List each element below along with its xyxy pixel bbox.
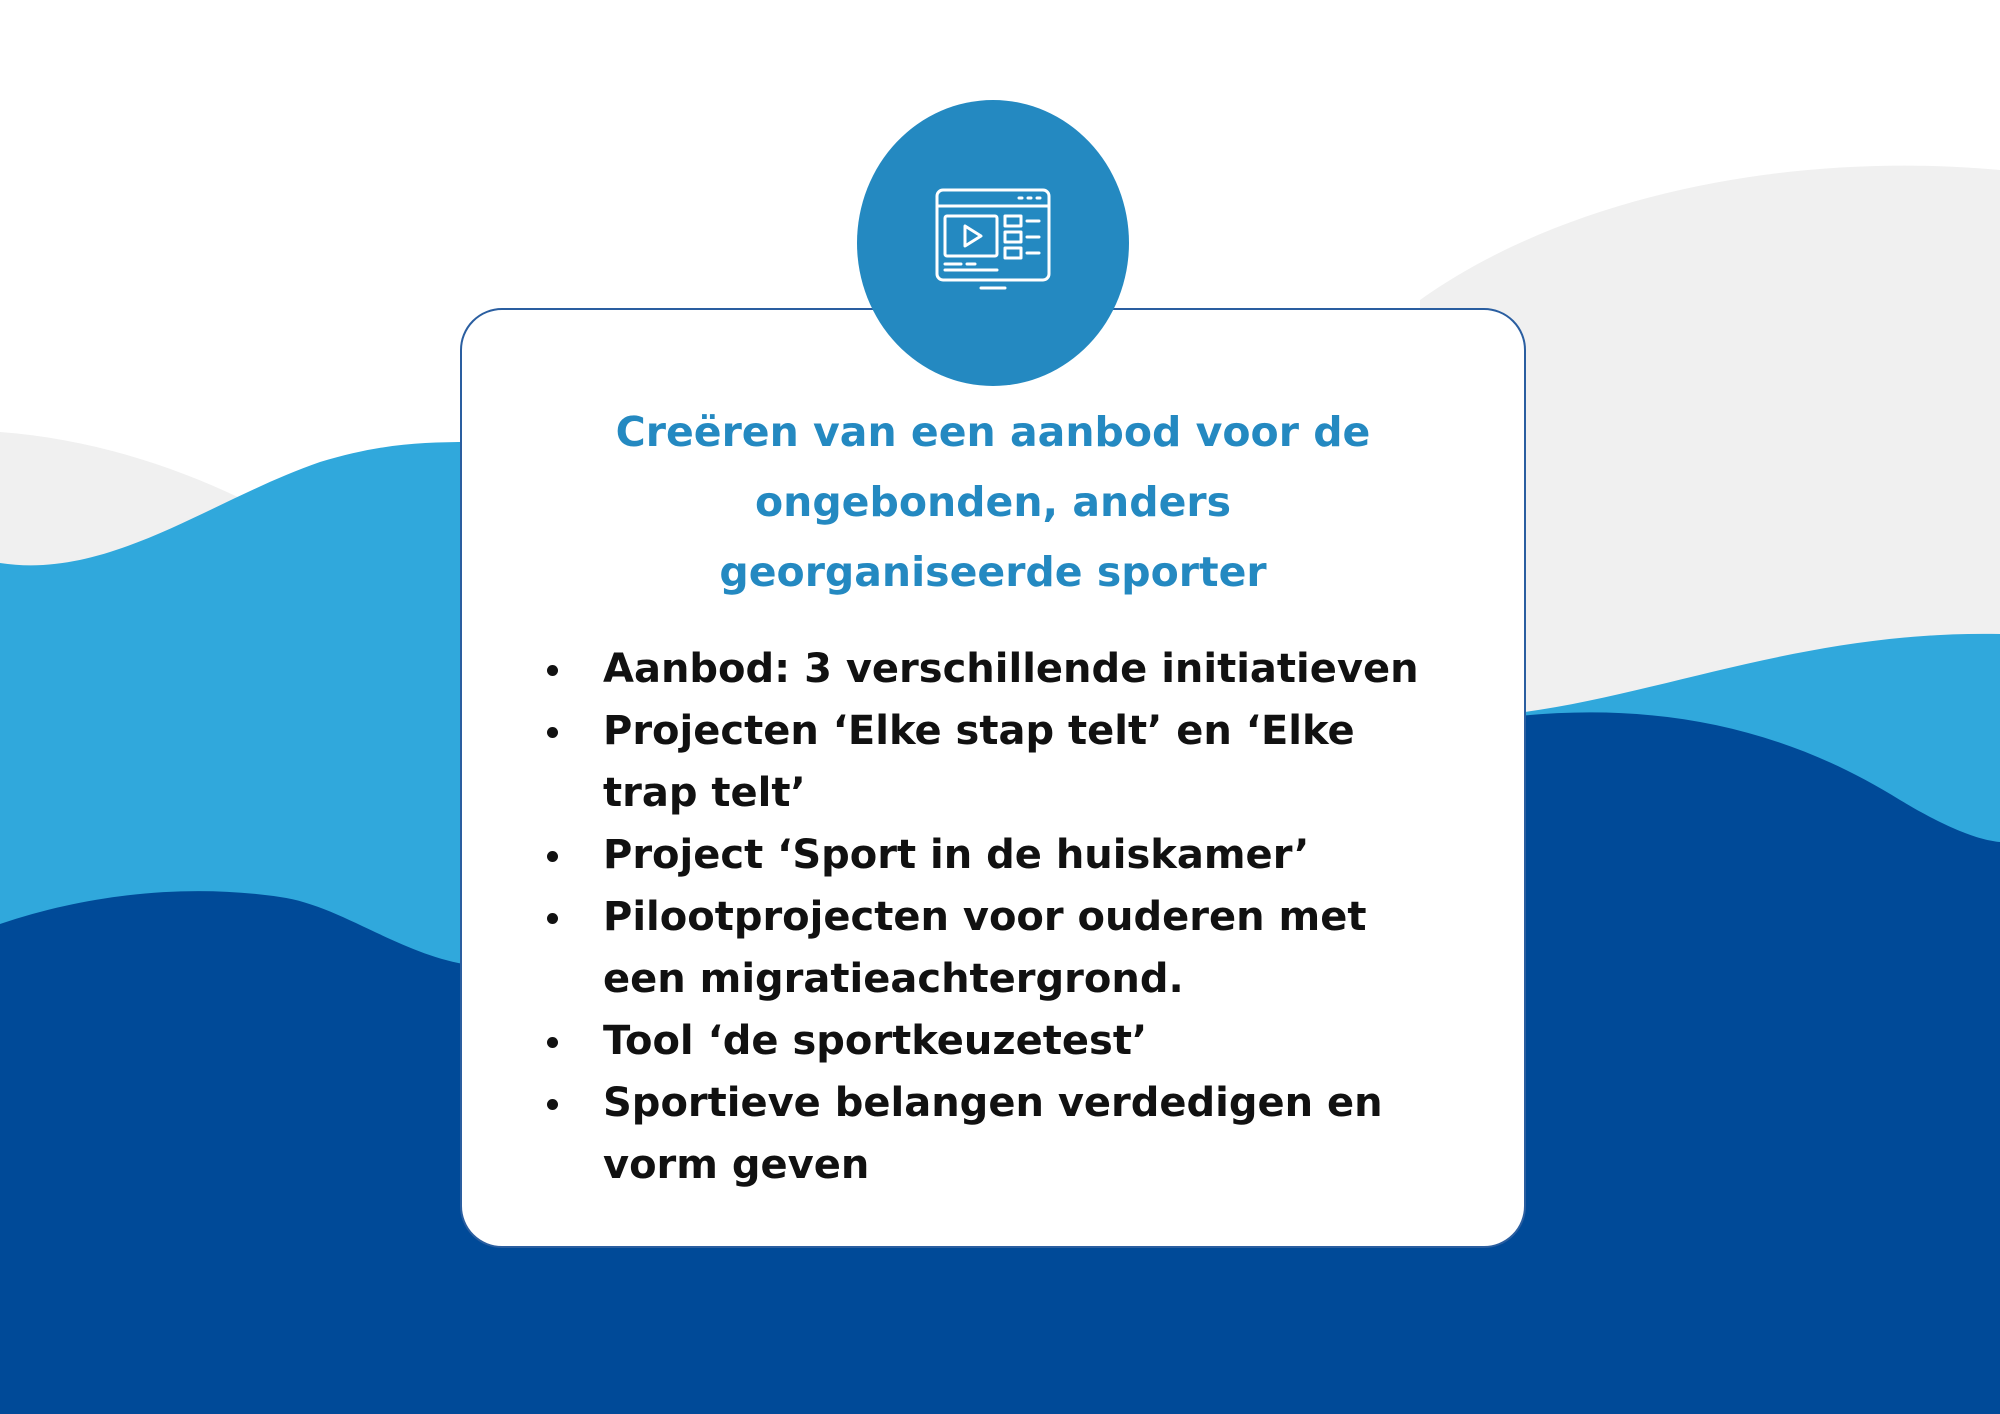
icon-badge: [857, 100, 1129, 386]
bullet-item: Pilootprojecten voor ouderen met een migratieachtergrond.: [540, 886, 1440, 1010]
card-title-line: ongebonden, anders: [754, 478, 1232, 526]
card-title: [520, 397, 1466, 607]
bullet-list: [540, 638, 1440, 1196]
bullet-item: Projecten ‘Elke stap telt’ en ‘Elke trap telt’: [540, 700, 1440, 824]
bullet-item: Aanbod: 3 verschillende initiatieven: [540, 638, 1440, 700]
card-title-line: Creëren van een aanbod voor de: [615, 408, 1371, 456]
bullet-item: Project ‘Sport in de huiskamer’: [540, 824, 1440, 886]
bullet-item: Sportieve belangen verdedigen en vorm geven: [540, 1072, 1440, 1196]
video-browser-icon: [935, 188, 1051, 298]
bullet-item: Tool ‘de sportkeuzetest’: [540, 1010, 1440, 1072]
card-title-line: georganiseerde sporter: [719, 548, 1267, 596]
